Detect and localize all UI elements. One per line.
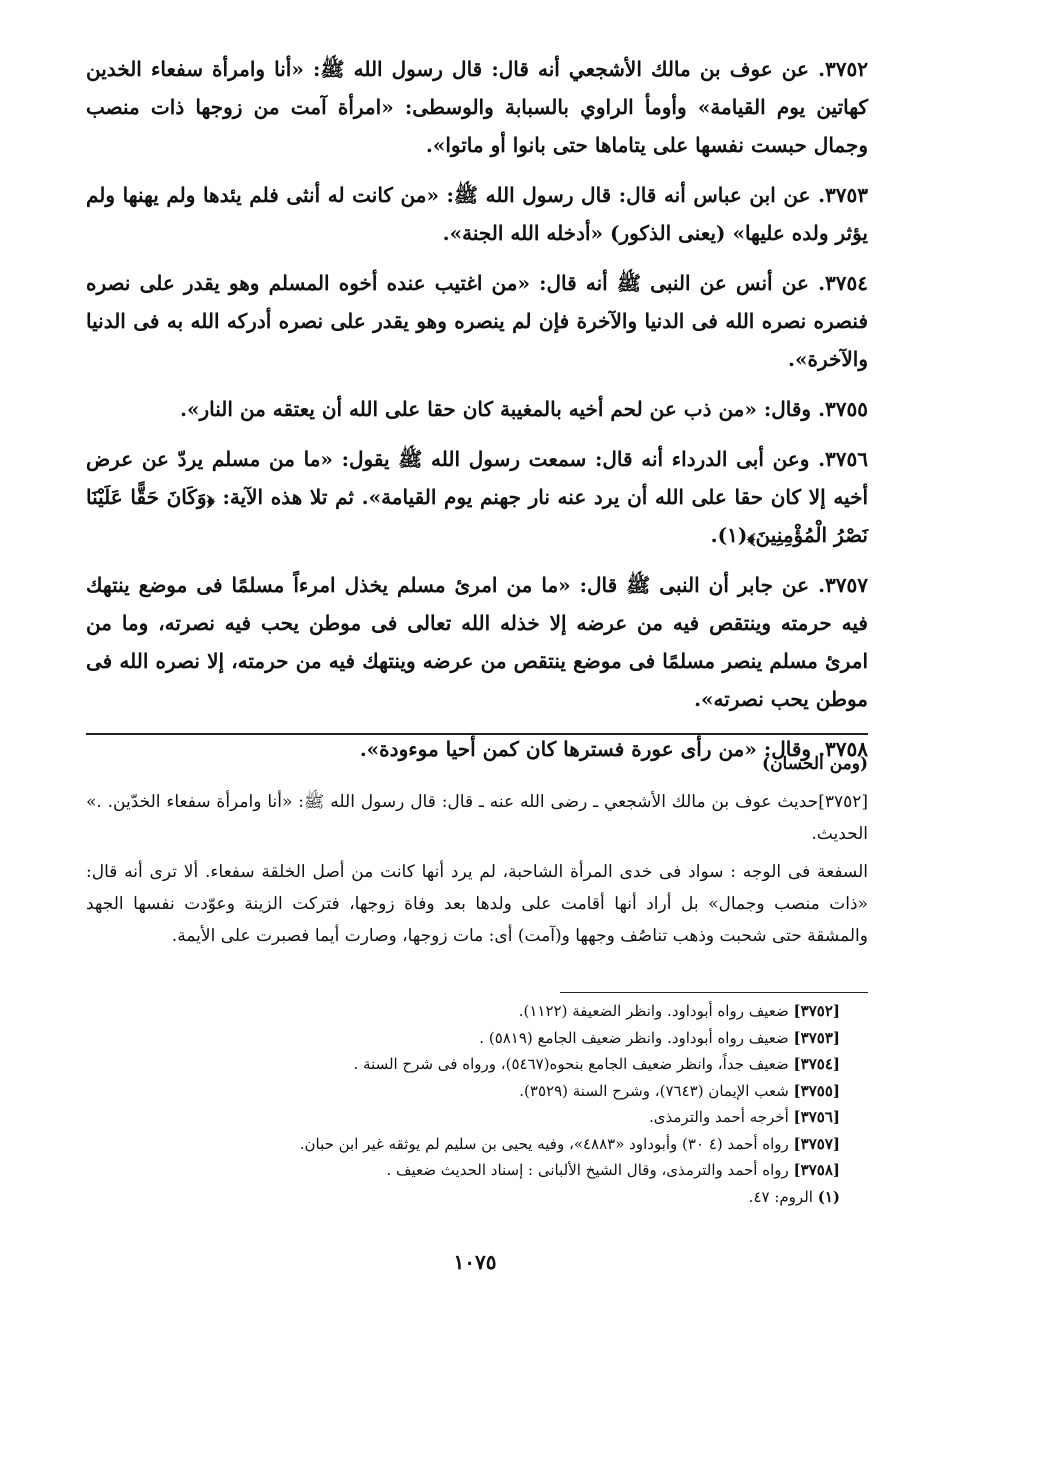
hadith-text: عن عوف بن مالك الأشجعي أنه قال: قال رسول الله ﷺ: «أنا وامرأة سفعاء الخدين كهاتين يوم القيامة» وأومأ الراوي بالسبابة والوسطى: «امرأة آمت من زوجها ذات منصب وجمال حبست نفسها على يتاماها حتى بانوا أو ماتوا». [86,57,868,157]
footnote-text: الروم: ٤٧. [748,1187,813,1206]
hadith-number: ٣٧٥٥. [818,397,868,421]
hadith-3752 [86,50,868,164]
hadith-number: ٣٧٥٢. [818,57,868,81]
footnote-ref: [٣٧٥٤] [793,1055,840,1073]
hadith-3756 [86,440,868,554]
hadith-text: عن أنس عن النبى ﷺ أنه قال: «من اغتيب عنده أخوه المسلم وهو يقدر على نصره فنصره نصره الله فى الدنيا والآخرة فإن لم ينصره وهو يقدر على نصره أدركه الله به فى الدنيا والآخرة». [86,271,868,371]
footnote-text: ضعيف جداً، وانظر ضعيف الجامع بنحوه(٥٤٦٧)، ورواه فى شرح السنة . [353,1055,789,1073]
commentary-heading: (ومن الحسان) [762,754,868,774]
section-divider [86,733,868,735]
hadith-3757 [86,566,868,718]
footnote-ref: (١) [817,1187,840,1206]
hadith-text: عن ابن عباس أنه قال: قال رسول الله ﷺ: «من كانت له أنثى فلم يئدها ولم يهنها ولم يؤثر ولده عليها» (يعنى الذكور) «أدخله الله الجنة». [86,183,868,245]
hadith-text: وعن أبى الدرداء أنه قال: سمعت رسول الله ﷺ يقول: «ما من مسلم يردّ عن عرض أخيه إلا كان حقا على الله أن يرد عنه نار جهنم يوم القيامة». ثم تلا هذه الآية: ﴿وَكَانَ حَقًّا عَلَيْنَا نَصْرُ الْمُؤْمِنِينَ﴾(١). [86,447,868,547]
footnote-ref: [٣٧٥٢] [793,1002,840,1020]
footnote-ref: [٣٧٥٧] [793,1134,840,1153]
footnote [200,1157,840,1184]
commentary-section [86,748,868,958]
commentary-paragraph: السفعة فى الوجه : سواد فى خدى المرأة الشاحبة، لم يرد أنها كانت من أصل الخلقة سفعاء. ألا ترى أنه قال: «ذات منصب وجمال» بل أراد أنها أقامت على ولدها بعد وفاة زوجها، فتركت الزينة وعوّدت نفسها الجهد والمشقة حتى شحبت وذهب تناصُف وجهها و(آمت) أى: مات زوجها، وصارت أيما فصبرت على الأيمة. [86,862,868,946]
footnote-text: شعب الإيمان (٧٦٤٣)، وشرح السنة (٣٥٢٩). [519,1081,789,1100]
commentary-paragraph: [٣٧٥٢]حديث عوف بن مالك الأشجعي ـ رضى الله عنه ـ قال: قال رسول الله ﷺ: «أنا وامرأة سفعاء الخدّين. .» الحديث. [86,792,868,844]
footnote-text: ضعيف رواه أبوداود. وانظر الضعيفة (١١٢٢). [518,1002,789,1020]
footnote-text: أخرجه أحمد والترمذى. [649,1108,789,1126]
footnote-ref: [٣٧٥٥] [793,1081,840,1100]
footnote-ref: [٣٧٥٨] [793,1161,840,1179]
hadith-number: ٣٧٥٣. [818,183,868,207]
footnote-divider [560,992,868,993]
footnote-text: ضعيف رواه أبوداود. وانظر ضعيف الجامع (٥٨١٩) . [479,1028,789,1047]
hadith-text: وقال: «من ذب عن لحم أخيه بالمغيبة كان حقا على الله أن يعتقه من النار». [180,397,812,421]
hadith-number: ٣٧٥٤. [818,271,868,295]
hadith-number: ٣٧٥٦. [818,447,869,471]
hadith-3755 [86,390,868,428]
hadith-3753 [86,176,868,252]
footnote [200,998,840,1025]
footnote [200,1131,840,1158]
footnote [200,1025,840,1052]
footnote-ref: [٣٧٥٣] [793,1028,840,1047]
hadith-text: عن جابر أن النبى ﷺ قال: «ما من امرئ مسلم يخذل امرءاً مسلمًا فى موضع ينتهك فيه حرمته وينتقص فيه من عرضه إلا خذله الله تعالى فى موطن يحب فيه نصرته، وما من امرئ مسلم ينصر مسلمًا فى موضع ينتقص من عرضه وينتهك فيه من حرمته، إلا نصره الله فى موطن يحب نصرته». [86,573,868,711]
footnotes [200,998,840,1210]
hadith-list [86,50,868,780]
footnote [200,1104,840,1131]
footnote [200,1051,840,1078]
footnote [200,1078,840,1105]
footnote-ref: [٣٧٥٦] [793,1108,840,1126]
footnote-text: رواه أحمد (٤ ٣٠) وأبوداود «٤٨٨٣»، وفيه يحيى بن سليم لم يوثقه غير ابن حبان. [299,1134,789,1153]
hadith-3754 [86,264,868,378]
hadith-text: وقال: «من رأى عورة فسترها كان كمن أحيا موءودة». [359,737,812,761]
hadith-number: ٣٧٥٨. [818,737,868,761]
footnote [200,1184,840,1211]
page-number: ١٠٧٥ [453,1250,497,1274]
hadith-number: ٣٧٥٧. [818,573,868,597]
footnote-text: رواه أحمد والترمذى، وقال الشيخ الألبانى : إسناد الحديث ضعيف . [386,1161,789,1179]
